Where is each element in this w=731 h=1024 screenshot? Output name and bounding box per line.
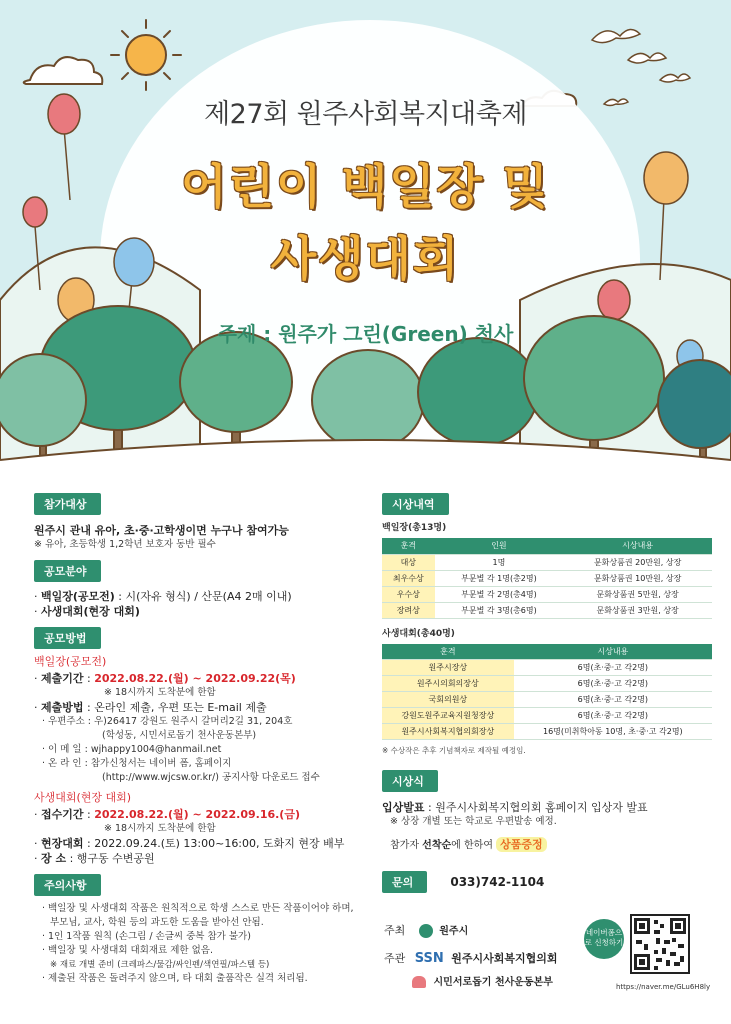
table-row: 국회의원상 6명(초·중·고 각2명)	[382, 692, 712, 708]
organizer-row	[384, 950, 558, 966]
gift-sticker: 상품증정	[496, 837, 547, 852]
section-caution-heading: 주의사항	[34, 874, 101, 896]
organizer2-row	[412, 973, 553, 988]
caution-list	[34, 902, 374, 986]
table-row: 장려상 부문별 각 3명(총6명) 문화상품권 3만원, 상장	[382, 602, 712, 618]
caution-item: · 백일장 및 사생대회 대회재료 제한 없음.	[42, 945, 213, 956]
fields-item2: · 사생대회(현장 대회)	[34, 605, 140, 618]
email-line: · 이 메 일 : wjhappy1004@hanmail.net	[42, 744, 222, 755]
naver-form-badge[interactable]: 네이버폼으로 신청하기	[584, 919, 624, 959]
host-row	[384, 922, 468, 938]
onsite-line: · 현장대회 : 2022.09.24.(토) 13:00~16:00, 도화지 현장 배부	[34, 837, 345, 850]
apply-period-note: ※ 18시까지 도착분에 한함	[104, 823, 216, 834]
participants-note: ※ 유아, 초등학생 1,2학년 보호자 동반 필수	[34, 539, 216, 550]
table-header: 인원	[435, 538, 564, 554]
table-row: 대상 1명 문화상품권 20만원, 상장	[382, 554, 712, 570]
post-address-2: (학성동, 시민서로돕기 천사운동본부)	[102, 730, 257, 741]
drawing-awards-caption: 사생대회(총40명)	[382, 628, 455, 639]
table-header: 시상내용	[514, 644, 712, 660]
drawing-awards-table	[382, 644, 712, 741]
main-title-line2: 사생대회	[270, 232, 461, 287]
post-address: · 우편주소 : 우)26417 강원도 원주시 갈머리2길 31, 204호	[42, 716, 293, 727]
online-line-2: (http://www.wjcsw.or.kr/) 공지사항 다운로드 접수	[102, 772, 320, 783]
drawing-subtitle: 사생대회(현장 대회)	[34, 791, 132, 804]
section-participants-heading: 참가대상	[34, 493, 101, 515]
awards-note: ※ 수상작은 추후 기념책자로 제작될 예정임.	[382, 746, 526, 755]
essay-subtitle: 백일장(공모전)	[34, 655, 107, 668]
essay-awards-caption: 백일장(총13명)	[382, 523, 447, 533]
host-name: 원주시	[439, 926, 469, 937]
organizer2-name: 시민서로돕기 천사운동본부	[433, 977, 553, 988]
gift-line: 참가자 선착순에 한하여 상품증정	[382, 837, 712, 853]
sun-icon	[111, 20, 181, 90]
submit-method: · 제출방법 : 온라인 제출, 우편 또는 E-mail 제출	[34, 701, 267, 714]
section-awards-heading: 시상내역	[382, 493, 449, 515]
online-line: · 온 라 인 : 참가신청서는 네이버 폼, 홈페이지	[42, 758, 232, 769]
host-label: 주최	[384, 924, 406, 937]
submit-period-note: ※ 18시까지 도착분에 한함	[104, 687, 216, 698]
section-contact-heading: 문의	[382, 871, 427, 893]
left-column	[34, 493, 374, 986]
table-row: 강원도원주교육지원청장상 6명(초·중·고 각2명)	[382, 708, 712, 724]
table-row: 원주시장상 6명(초·중·고 각2명)	[382, 660, 712, 676]
caution-item: · 백일장 및 사생대회 작품은 원칙적으로 학생 스스로 만든 작품이어야 하며,	[42, 903, 354, 914]
submit-period: · 제출기간 : 2022.08.22.(월) ~ 2022.09.22(목)	[34, 672, 296, 685]
caution-item: · 제출된 작품은 돌려주지 않으며, 타 대회 출품작은 실격 처리됨.	[42, 973, 308, 984]
caution-item: · 1인 1작품 원칙 (손그림 / 손글씨 중복 참가 불가)	[42, 931, 251, 942]
caution-item: 부모님, 교사, 학원 등의 과도한 도움을 받아선 안됨.	[50, 917, 264, 928]
table-row: 우수상 부문별 각 2명(총4명) 문화상품권 5만원, 상장	[382, 586, 712, 602]
organizer-label: 주관	[384, 952, 406, 965]
qr-code[interactable]	[630, 914, 690, 974]
qr-url[interactable]: https://naver.me/GLu6H8ly	[616, 983, 711, 991]
qr-code-icon	[632, 916, 688, 972]
essay-awards-table	[382, 538, 712, 619]
table-header: 시상내용	[563, 538, 712, 554]
section-method-heading: 공모방법	[34, 627, 101, 649]
participants-main: 원주시 관내 유아, 초·중·고학생이면 누구나 참여가능	[34, 524, 289, 537]
section-fields-heading: 공모분야	[34, 560, 101, 582]
place-line: · 장 소 : 행구동 수변공원	[34, 852, 155, 865]
table-row: 최우수상 부문별 각 1명(총2명) 문화상품권 10만원, 상장	[382, 570, 712, 586]
main-title-line1: 어린이 백일장 및	[181, 160, 550, 215]
hero-illustration	[0, 0, 731, 485]
apply-period: · 접수기간 : 2022.08.22.(월) ~ 2022.09.16.(금)	[34, 808, 300, 821]
table-header: 훈격	[382, 538, 435, 554]
announce-note: ※ 상장 개별 또는 학교로 우편발송 예정.	[390, 816, 557, 827]
caution-item: ※ 재료 개별 준비 (크레파스/물감/싸인펜/색연필/파스텔 등)	[50, 960, 270, 970]
section-ceremony-heading: 시상식	[382, 770, 438, 792]
announce-line: 입상발표 : 원주시사회복지협의회 홈페이지 입상자 발표	[382, 801, 648, 814]
organizer-name: 원주시사회복지협의회	[451, 952, 558, 965]
theme-subtitle: 주제 : 원주가 그린(Green) 천사	[217, 322, 514, 346]
festival-title: 제27회 원주사회복지대축제	[204, 99, 527, 130]
wonju-logo-icon	[419, 924, 433, 938]
contact-row	[382, 871, 712, 893]
table-row: 원주시의회의장상 6명(초·중·고 각2명)	[382, 676, 712, 692]
table-row: 원주시사회복지협의회장상 16명(미취학아동 10명, 초·중·고 각2명)	[382, 724, 712, 740]
contact-phone: 033)742-1104	[450, 875, 545, 889]
right-column	[382, 493, 712, 893]
ssn-logo: SSN	[414, 951, 444, 966]
fields-item1: · 백일장(공모전) : 시(자유 형식) / 산문(A4 2매 이내)	[34, 590, 292, 603]
angel-logo-icon	[412, 976, 426, 988]
table-header: 훈격	[382, 644, 514, 660]
